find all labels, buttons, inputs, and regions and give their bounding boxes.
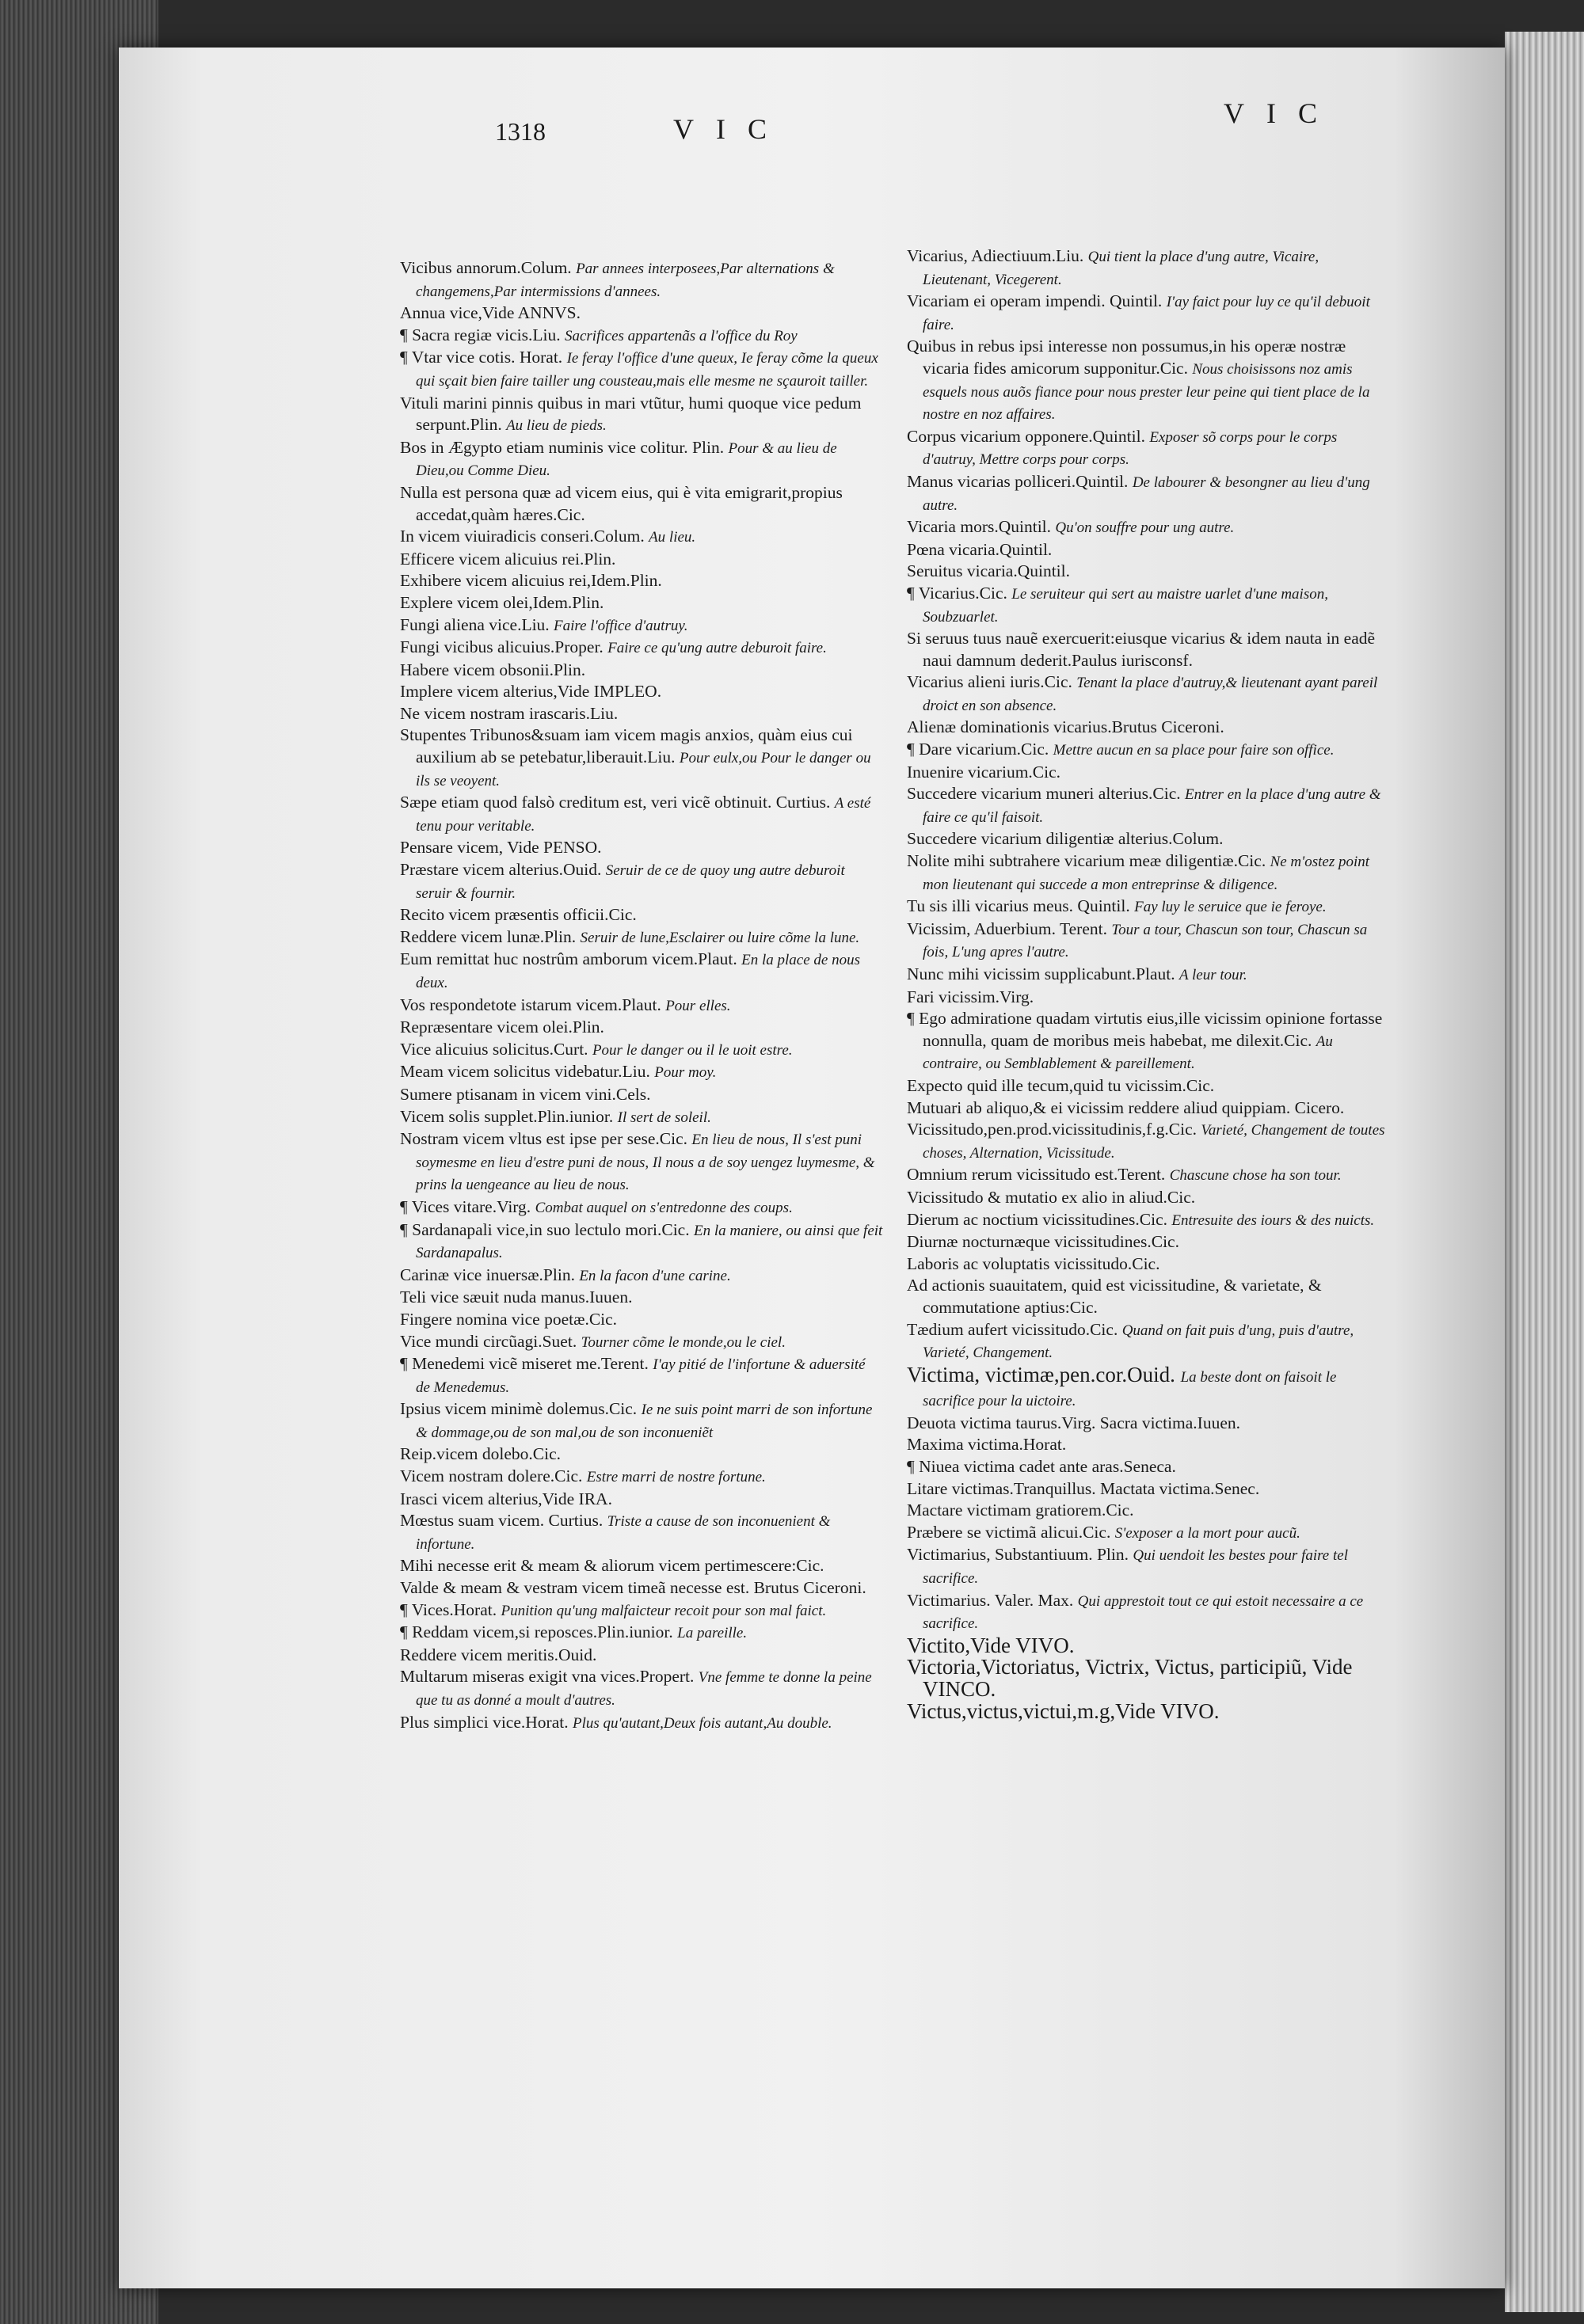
dictionary-entry [400, 570, 883, 592]
dictionary-entry [400, 393, 883, 437]
dictionary-entry [400, 437, 883, 482]
dictionary-entry [907, 1635, 1390, 1657]
latin-text: In vicem viuiradicis conseri.Colum. [400, 527, 645, 546]
dictionary-entry [907, 516, 1390, 539]
french-gloss: La pareille. [677, 1625, 748, 1642]
french-gloss: Mettre aucun en sa place pour faire son office. [1053, 742, 1335, 759]
dictionary-entry [907, 896, 1390, 919]
latin-text: Victimarius, Substantiuum. Plin. [907, 1545, 1129, 1565]
french-gloss: Faire l'office d'autruy. [554, 617, 688, 634]
latin-text: Laboris ac voluptatis vicissitudo.Cic. [907, 1253, 1160, 1273]
french-gloss: I'ay faict pour luy ce qu'il debuoit faire. [923, 294, 1370, 333]
dictionary-entry [907, 1253, 1390, 1276]
french-gloss: Entresuite des iours & des nuicts. [1171, 1211, 1375, 1229]
latin-text: Fungi aliena vice.Liu. [400, 614, 550, 634]
french-gloss: En lieu de nous, Il s'est puni soymesme en lieu d'estre puni de nous, Il nous a de soy uengez luymesme, & prins la uengeance au lieu de nous. [416, 1132, 875, 1194]
latin-text: Maxima victima.Horat. [907, 1435, 1067, 1455]
latin-text: Litare victimas.Tranquillus. Mactata victima.Senec. [907, 1478, 1260, 1498]
french-gloss: Quand on fait puis d'ung, puis d'autre, Varieté, Changement. [923, 1322, 1354, 1362]
dictionary-entry [400, 1712, 883, 1735]
french-gloss: S'exposer a la mort pour aucũ. [1114, 1524, 1300, 1542]
dictionary-entry [907, 1522, 1390, 1545]
french-gloss: Ne m'ostez point mon lieutenant qui succede a mon entreprinse & diligence. [923, 854, 1370, 893]
latin-text: Alienæ dominationis vicarius.Brutus Ciceroni. [907, 717, 1224, 737]
french-gloss: En la place de nous deux. [416, 952, 860, 991]
dictionary-entry [400, 1443, 883, 1466]
latin-text: ¶ Niuea victima cadet ante aras.Seneca. [907, 1457, 1176, 1477]
latin-text: Vituli marini pinnis quibus in mari vtũtur, humi quoque vice pedum serpunt.Plin. [400, 393, 862, 435]
latin-text: Reddere vicem meritis.Ouid. [400, 1645, 597, 1664]
latin-text: Reip.vicem dolebo.Cic. [400, 1444, 562, 1464]
latin-text: Teli vice sæuit nuda manus.Iuuen. [400, 1288, 633, 1307]
dictionary-entry [400, 792, 883, 837]
dictionary-entry [907, 291, 1390, 336]
french-gloss: Tenant la place d'autruy,& lieutenant ayant pareil droict en son absence. [923, 675, 1378, 714]
french-gloss: En la maniere, ou ainsi que feit Sardanapalus. [416, 1222, 883, 1262]
french-gloss: A esté tenu pour veritable. [416, 795, 871, 835]
latin-text: Nulla est persona quæ ad vicem eius, qui è vita emigrarit,propius accedat,quàm hæres.Cic. [400, 482, 843, 524]
dictionary-entry [907, 1500, 1390, 1522]
latin-text: Ne vicem nostram irascaris.Liu. [400, 703, 619, 723]
dictionary-entry [400, 681, 883, 703]
latin-text: Plus simplici vice.Horat. [400, 1712, 569, 1732]
dictionary-entry [400, 482, 883, 526]
latin-text: Fingere nomina vice poetæ.Cic. [400, 1309, 618, 1329]
latin-text: Si seruus tuus nauẽ exercuerit:eiusque vicarius & idem nauta in eadẽ naui damnum dederit.Paulus iurisconsf. [907, 629, 1376, 670]
dictionary-entry [400, 1039, 883, 1062]
latin-text: Præbere se victimã alicui.Cic. [907, 1522, 1111, 1542]
french-gloss: A leur tour. [1178, 967, 1247, 983]
dictionary-entry [907, 1164, 1390, 1187]
french-gloss: Triste a cause de son inconuenient & infortune. [416, 1513, 831, 1553]
dictionary-entry [907, 783, 1390, 828]
french-gloss: Pour le danger ou il le uoit estre. [592, 1041, 793, 1059]
dictionary-entry [907, 1097, 1390, 1120]
french-gloss: Qui uendoit les bestes pour faire tel sacrifice. [923, 1547, 1348, 1588]
dictionary-entry [400, 703, 883, 725]
french-gloss: Le seruiteur qui sert au maistre uarlet d'une maison, Soubzuarlet. [923, 585, 1328, 626]
latin-text: Diurnæ nocturnæque vicissitudines.Cic. [907, 1232, 1179, 1252]
dictionary-entry [400, 1466, 883, 1489]
latin-text: Vicissim, Aduerbium. Terent. [907, 919, 1107, 938]
book-fore-edge-right [1505, 32, 1584, 2312]
dictionary-entry [400, 837, 883, 859]
dictionary-entry [907, 1478, 1390, 1501]
french-gloss: Seruir de lune,Esclairer ou luire cõme la lune. [580, 929, 860, 946]
dictionary-entry [400, 1599, 883, 1622]
latin-text: Exhibere vicem alicuius rei,Idem.Plin. [400, 571, 662, 591]
dictionary-entry [400, 325, 883, 348]
dictionary-entry [400, 904, 883, 926]
french-gloss: Plus qu'autant,Deux fois autant,Au double. [572, 1714, 832, 1732]
latin-text: Tu sis illi vicarius meus. Quintil. [907, 896, 1130, 916]
latin-text: Victus,victus,victui,m.g,Vide VIVO. [907, 1698, 1220, 1723]
french-gloss: Pour elles. [665, 997, 731, 1014]
dictionary-entry [907, 1319, 1390, 1364]
running-head-right: VIC [1224, 97, 1339, 129]
latin-text: Mutuari ab aliquo,& ei vicissim reddere aliud quippiam. Cicero. [907, 1097, 1345, 1117]
dictionary-entry [907, 1656, 1390, 1700]
latin-text: Vice mundi circũagi.Suet. [400, 1331, 577, 1351]
latin-text: Ipsius vicem minimè dolemus.Cic. [400, 1399, 638, 1419]
latin-text: ¶ Dare vicarium.Cic. [907, 740, 1049, 759]
latin-text: Explere vicem olei,Idem.Plin. [400, 592, 604, 612]
dictionary-entry [907, 1075, 1390, 1097]
latin-text: Præstare vicem alterius.Ouid. [400, 860, 602, 880]
dictionary-entry [400, 1577, 883, 1599]
dictionary-entry [907, 561, 1390, 583]
latin-text: Stupentes Tribunos&suam iam vicem magis anxios, quàm eius cui auxilium ab se petebatur,liberauit.Liu. [400, 725, 853, 767]
dictionary-entry [907, 1364, 1390, 1413]
latin-text: ¶ Vtar vice cotis. Horat. [400, 348, 563, 367]
latin-text: Expecto quid ille tecum,quid tu vicissim.Cic. [907, 1075, 1215, 1095]
french-gloss: Seruir de ce de quoy ung autre deburoit seruir & fournir. [416, 862, 845, 902]
dictionary-entry [907, 426, 1390, 471]
latin-text: Vicaria mors.Quintil. [907, 517, 1052, 537]
dictionary-entry [400, 257, 883, 302]
latin-text: Victimarius. Valer. Max. [907, 1590, 1074, 1610]
latin-text: Implere vicem alterius,Vide IMPLEO. [400, 682, 662, 702]
dictionary-entry [400, 1265, 883, 1288]
french-gloss: Pour & au lieu de Dieu,ou Comme Dieu. [416, 439, 837, 480]
latin-text: Valde & meam & vestram vicem timeã necesse est. Brutus Ciceroni. [400, 1578, 866, 1598]
dictionary-entry [907, 1187, 1390, 1209]
latin-text: Vicibus annorum.Colum. [400, 258, 572, 277]
dictionary-entry [907, 919, 1390, 964]
latin-text: Mihi necesse erit & meam & aliorum vicem pertimescere:Cic. [400, 1556, 824, 1576]
latin-text: Fari vicissim.Virg. [907, 987, 1034, 1006]
dictionary-entry [400, 1489, 883, 1511]
latin-text: Fungi vicibus alicuius.Proper. [400, 637, 604, 657]
dictionary-column-right [907, 245, 1390, 1722]
latin-text: Deuota victima taurus.Virg. Sacra victima.Iuuen. [907, 1413, 1241, 1432]
latin-text: Omnium rerum vicissitudo est.Terent. [907, 1165, 1166, 1185]
french-gloss: Qui tient la place d'ung autre, Vicaire, Lieutenant, Vicegerent. [923, 249, 1319, 288]
dictionary-entry [907, 850, 1390, 896]
french-gloss: Au lieu. [649, 529, 696, 546]
dictionary-entry [400, 614, 883, 637]
running-head-left: VIC [673, 113, 789, 145]
latin-text: Nolite mihi subtrahere vicarium meæ diligentiæ.Cic. [907, 851, 1266, 871]
latin-text: Carinæ vice inuersæ.Plin. [400, 1265, 575, 1284]
french-gloss: Faire ce qu'ung autre deburoit faire. [607, 640, 827, 657]
french-gloss: Exposer sõ corps pour le corps d'autruy, Mettre corps pour corps. [923, 428, 1338, 469]
dictionary-entry [907, 583, 1390, 628]
french-gloss: Vne femme te donne la peine que tu as donné a moult d'autres. [416, 1669, 872, 1709]
dictionary-entry [400, 302, 883, 325]
latin-text: Quibus in rebus ipsi interesse non possumus,in his operæ nostræ vicaria fides amicorum supponitur.Cic. [907, 337, 1346, 378]
dictionary-entry [907, 1275, 1390, 1318]
dictionary-entry [400, 1309, 883, 1331]
french-gloss: Il sert de soleil. [617, 1109, 711, 1126]
latin-text: Seruitus vicaria.Quintil. [907, 561, 1071, 581]
french-gloss: Tourner cõme le monde,ou le ciel. [581, 1333, 786, 1351]
dictionary-entry [400, 995, 883, 1017]
dictionary-entry [907, 539, 1390, 561]
dictionary-entry [907, 1698, 1390, 1723]
dictionary-entry [907, 1544, 1390, 1589]
latin-text: Pœna vicaria.Quintil. [907, 539, 1053, 559]
dictionary-entry [400, 1128, 883, 1196]
latin-text: Dierum ac noctium vicissitudines.Cic. [907, 1209, 1168, 1229]
dictionary-entry [907, 1119, 1390, 1164]
dictionary-entry [400, 725, 883, 792]
dictionary-column-left [400, 257, 883, 1734]
dictionary-entry [400, 1196, 883, 1219]
french-gloss: Par annees interposees,Par alternations & changemens,Par intermissions d'annees. [416, 261, 835, 300]
dictionary-entry [400, 1017, 883, 1039]
dictionary-entry [907, 245, 1390, 291]
dictionary-entry [907, 671, 1390, 717]
french-gloss: Qu'on souffre pour ung autre. [1055, 519, 1235, 537]
dictionary-entry [400, 1353, 883, 1398]
latin-text: Mœstus suam vicem. Curtius. [400, 1511, 604, 1531]
latin-text: Corpus vicarium opponere.Quintil. [907, 426, 1145, 446]
latin-text: Irasci vicem alterius,Vide IRA. [400, 1489, 612, 1508]
latin-text: Annua vice,Vide ANNVS. [400, 303, 581, 323]
latin-text: ¶ Ego admiratione quadam virtutis eius,ille vicissim opinione fortasse nonnulla, quam de moribus meis habebat, me dilexit.Cic. [907, 1009, 1383, 1050]
dictionary-entry [400, 949, 883, 994]
dictionary-entry [907, 1231, 1390, 1253]
dictionary-entry [400, 526, 883, 549]
dictionary-entry [907, 336, 1390, 425]
latin-text: Vicarius alieni iuris.Cic. [907, 672, 1072, 692]
latin-text: Vicem solis supplet.Plin.iunior. [400, 1106, 614, 1126]
dictionary-entry [907, 1209, 1390, 1232]
latin-text: Eum remittat huc nostrûm amborum vicem.Plaut. [400, 949, 737, 969]
french-gloss: Estre marri de nostre fortune. [586, 1469, 766, 1486]
french-gloss: En la facon d'une carine. [579, 1267, 731, 1284]
latin-text: Multarum miseras exigit vna vices.Propert. [400, 1667, 695, 1687]
french-gloss: Combat auquel on s'entredonne des coups. [535, 1199, 793, 1216]
dictionary-entry [400, 1555, 883, 1577]
latin-text: ¶ Sardanapali vice,in suo lectulo mori.Cic. [400, 1219, 690, 1239]
french-gloss: Tour a tour, Chascun son tour, Chascun sa fois, L'ung apres l'autre. [923, 921, 1368, 961]
latin-text: ¶ Sacra regiæ vicis.Liu. [400, 325, 561, 344]
latin-text: Vicem nostram dolere.Cic. [400, 1466, 583, 1486]
latin-text: Vicissitudo & mutatio ex alio in aliud.Cic. [907, 1187, 1196, 1207]
dictionary-entry [400, 926, 883, 949]
latin-text: ¶ Vicarius.Cic. [907, 583, 1007, 603]
page-number: 1318 [495, 117, 546, 146]
latin-text: Mactare victimam gratiorem.Cic. [907, 1501, 1134, 1520]
latin-text: Manus vicarias polliceri.Quintil. [907, 471, 1129, 491]
latin-text: ¶ Vices vitare.Virg. [400, 1196, 531, 1216]
french-gloss: Nous choisissons noz amis esquels nous auõs fiance pour nous prester leur peine qui tient place de la nostre en noz affaires. [923, 360, 1370, 424]
dictionary-entry [400, 549, 883, 571]
dictionary-entry [907, 964, 1390, 987]
french-gloss: Chascune chose ha son tour. [1169, 1167, 1342, 1185]
french-gloss: La beste dont on faisoit le sacrifice pour la uictoire. [923, 1368, 1337, 1410]
french-gloss: Ie ne suis point marri de son infortune & dommage,ou de son mal,ou de son inconueniẽt [416, 1402, 873, 1441]
latin-text: Recito vicem præsentis officii.Cic. [400, 905, 637, 925]
latin-text: ¶ Menedemi vicẽ miseret me.Terent. [400, 1354, 649, 1374]
dictionary-entry [400, 1287, 883, 1309]
french-gloss: De labourer & besongner au lieu d'ung autre. [923, 474, 1370, 514]
latin-text: Sumere ptisanam in vicem vini.Cels. [400, 1084, 651, 1104]
dictionary-entry [400, 859, 883, 904]
dictionary-entry [400, 347, 883, 392]
dictionary-entry [400, 592, 883, 614]
dictionary-entry [907, 1590, 1390, 1635]
latin-text: Succedere vicarium diligentiæ alterius.Colum. [907, 829, 1224, 849]
dictionary-entry [400, 1106, 883, 1129]
latin-text: Inuenire vicarium.Cic. [907, 762, 1061, 782]
dictionary-entry [400, 1510, 883, 1555]
latin-text: Sæpe etiam quod falsò creditum est, veri vicẽ obtinuit. Curtius. [400, 793, 831, 812]
latin-text: Efficere vicem alicuius rei.Plin. [400, 549, 616, 569]
french-gloss: Varieté, Changement de toutes choses, Alternation, Vicissitude. [923, 1122, 1385, 1162]
dictionary-entry [400, 1219, 883, 1265]
french-gloss: Qui apprestoit tout ce qui estoit necessaire a ce sacrifice. [923, 1592, 1364, 1633]
latin-text: Repræsentare vicem olei.Plin. [400, 1017, 604, 1037]
latin-text: Pensare vicem, Vide PENSO. [400, 838, 602, 858]
latin-text: Tædium aufert vicissitudo.Cic. [907, 1319, 1118, 1339]
latin-text: Victito,Vide VIVO. [907, 1633, 1075, 1657]
french-gloss: Pour eulx,ou Pour le danger ou ils se veoyent. [416, 750, 871, 789]
latin-text: Nostram vicem vltus est ipse per sese.Cic. [400, 1129, 688, 1149]
latin-text: Reddere vicem lunæ.Plin. [400, 926, 577, 946]
french-gloss: Pour moy. [654, 1064, 717, 1082]
latin-text: Vicarius, Adiectiuum.Liu. [907, 246, 1084, 265]
latin-text: ¶ Vices.Horat. [400, 1599, 497, 1619]
french-gloss: Entrer en la place d'ung autre & faire ce qu'il faisoit. [923, 786, 1381, 826]
latin-text: Ad actionis suauitatem, quid est vicissitudine, & varietate, & commutatione aptius:Cic. [907, 1276, 1322, 1317]
dictionary-entry [907, 628, 1390, 671]
dictionary-entry [907, 828, 1390, 850]
latin-text: ¶ Reddam vicem,si reposces.Plin.iunior. [400, 1622, 673, 1642]
dictionary-entry [907, 471, 1390, 516]
dictionary-entry [400, 1084, 883, 1106]
latin-text: Vice alicuius solicitus.Curt. [400, 1039, 588, 1059]
latin-text: Succedere vicarium muneri alterius.Cic. [907, 784, 1181, 804]
french-gloss: Au lieu de pieds. [506, 417, 607, 435]
french-gloss: Au contraire, ou Semblablement & pareillement. [923, 1033, 1333, 1073]
dictionary-entry [400, 1666, 883, 1711]
dictionary-entry [400, 1061, 883, 1084]
dictionary-entry [907, 1456, 1390, 1478]
dictionary-entry [907, 1434, 1390, 1456]
dictionary-entry [400, 1645, 883, 1667]
latin-text: Victoria,Victoriatus, Victrix, Victus, participiũ, Vide VINCO. [907, 1655, 1353, 1701]
latin-text: Meam vicem solicitus videbatur.Liu. [400, 1062, 650, 1082]
dictionary-entry [907, 717, 1390, 739]
dictionary-entry [907, 762, 1390, 784]
dictionary-entry [907, 1413, 1390, 1435]
dictionary-entry [400, 1331, 883, 1354]
french-gloss: Sacrifices appartenãs a l'office du Roy [564, 327, 798, 344]
french-gloss: I'ay pitié de l'infortune & aduersité de Menedemus. [416, 1356, 866, 1396]
french-gloss: Punition qu'ung malfaicteur recoit pour son mal faict. [501, 1602, 827, 1619]
latin-text: Vicariam ei operam impendi. Quintil. [907, 291, 1163, 311]
dictionary-entry [400, 1398, 883, 1443]
dictionary-entry [400, 1622, 883, 1645]
latin-text: Victima, victimæ,pen.cor.Ouid. [907, 1362, 1175, 1386]
latin-text: Nunc mihi vicissim supplicabunt.Plaut. [907, 964, 1175, 983]
latin-text: Vicissitudo,pen.prod.vicissitudinis,f.g.Cic. [907, 1120, 1197, 1139]
dictionary-entry [907, 987, 1390, 1009]
latin-text: Vos respondetote istarum vicem.Plaut. [400, 995, 661, 1014]
latin-text: Bos in Ægypto etiam numinis vice colitur. Plin. [400, 437, 725, 457]
dictionary-entry [907, 739, 1390, 762]
dictionary-entry [400, 637, 883, 660]
latin-text: Habere vicem obsonii.Plin. [400, 660, 586, 679]
french-gloss: Ie feray l'office d'une queux, Ie feray cõme la queux qui sçait bien faire tailler ung cousteau,mais elle mesme ne sçauroit tailler. [416, 350, 878, 390]
dictionary-entry [907, 1008, 1390, 1075]
french-gloss: Fay luy le seruice que ie feroye. [1134, 899, 1327, 916]
dictionary-entry [400, 660, 883, 682]
